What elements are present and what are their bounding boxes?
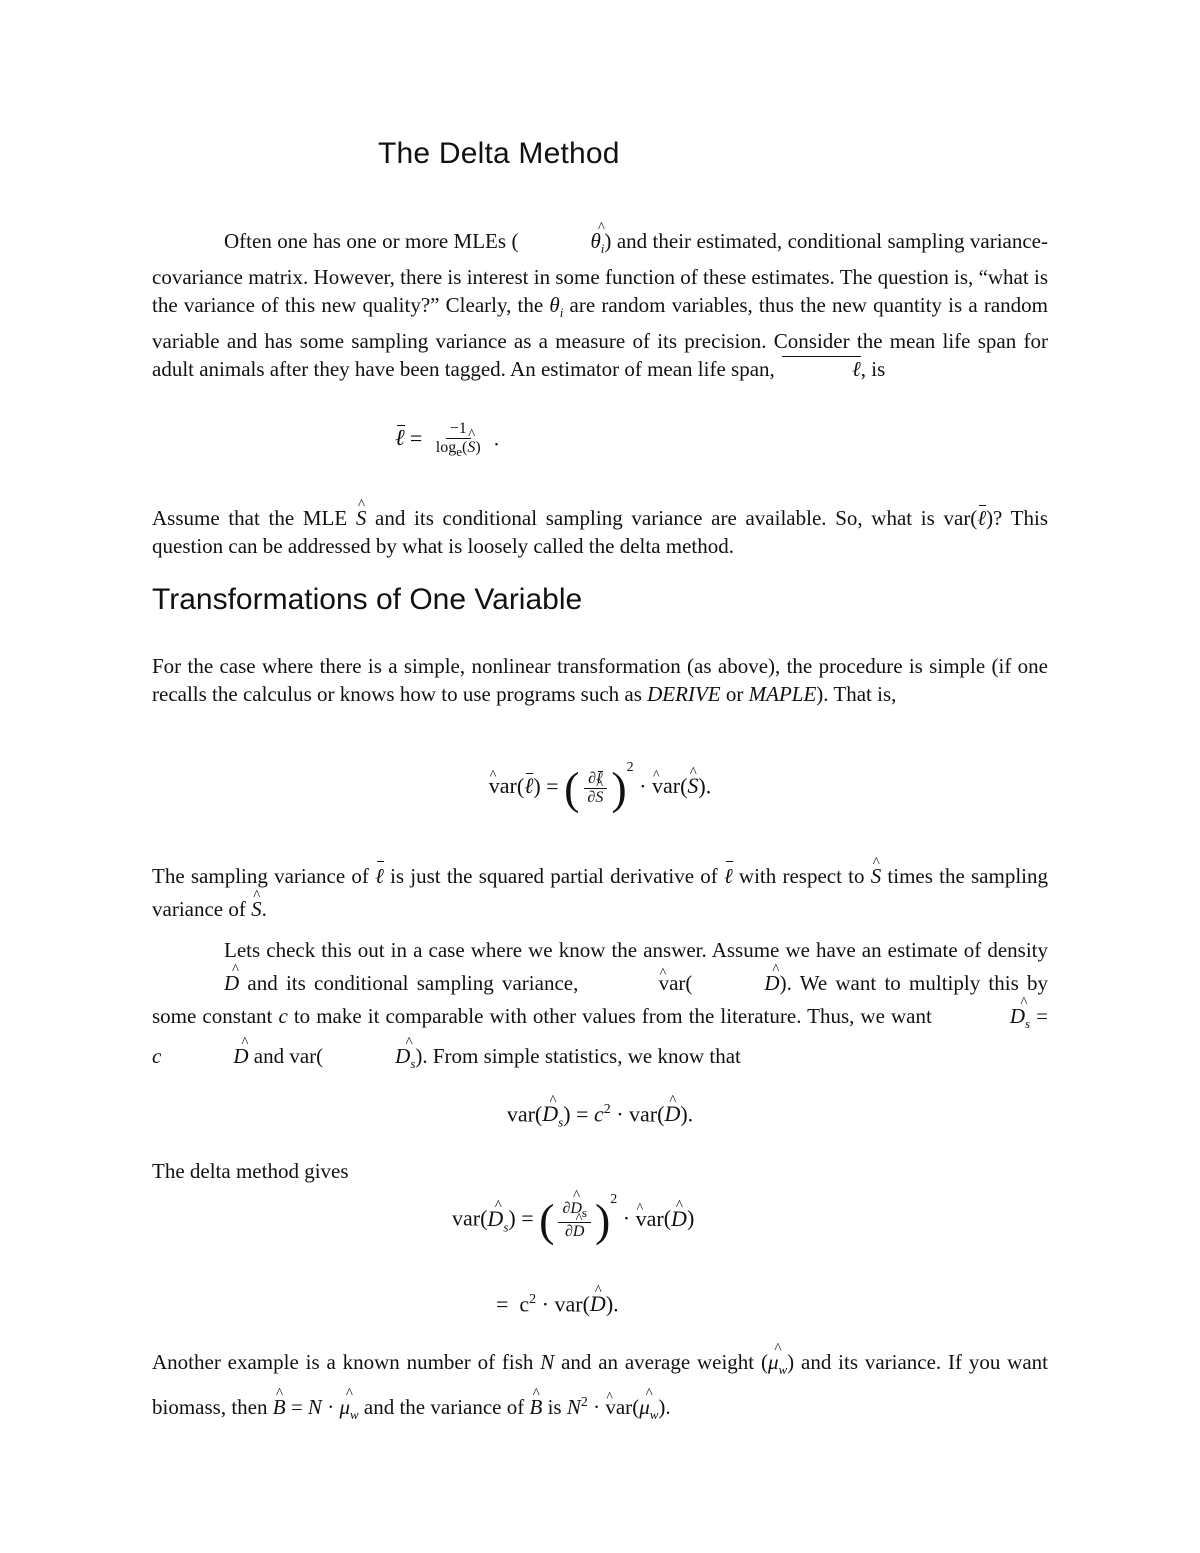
ell-bar-symbol: ℓ (780, 355, 861, 383)
s-hat-symbol: ^ S (356, 504, 367, 532)
equation-var-lifespan: ^ var(ℓ) = ( $\frac{\text{∂ℓ}}{\partial\^{} S}$ )$^2$ · ^ var(^ S). (152, 768, 1048, 808)
transformation-paragraph: For the case where there is a simple, nonlinear transformation (as above), the procedure is simple (if one recalls the calculus or knows how to use programs such as DERIVE or MAPLE). That is, (152, 654, 1048, 706)
equation-delta-result: = $c^2$ · var(^ D). (496, 1286, 796, 1318)
equation-fraction: $\frac{-1}{\log_e(\^{} S)}$ (432, 420, 485, 461)
equation-delta-ds: var(^ $D_s$) = ( $\frac{\partial\^{} D_s}{\partial\^{} D}$ )$^2$ · ^ var(^ D) (452, 1200, 852, 1241)
theta-symbol: $\theta_i$ (549, 293, 564, 321)
assumption-paragraph: Assume that the MLE ^ S and its conditional sampling variance are available. So, what is var(ℓ)? This question can be addressed by what is loosely called the delta method. (152, 504, 1048, 560)
section-heading: Transformations of One Variable (152, 583, 583, 616)
biomass-paragraph: Another example is a known number of fish N and an average weight (^ $\mu_w$) and its variance. If you want biomass, then ^ B = N · ^ $\mu_w$ and the variance of ^ B is $N^2$ · ^ var(^ $\mu_w$). (152, 1346, 1048, 1431)
sampling-variance-paragraph: The sampling variance of ℓ is just the squared partial derivative of ℓ with respect to ^ S times the sampling variance of ^ S. (152, 860, 1048, 926)
delta-method-line: The delta method gives (152, 1159, 349, 1183)
density-paragraph: Lets check this out in a case where we know the answer. Assume we have an estimate of density ^ D and its conditional sampling variance, ^ var(^ D). We want to multiply this by some constant c to make it comparable with other values from the literature. Thus, we want ^ $D_s$ = c^ D and var(^ $D_s$). From simple statistics, we know that (152, 934, 1048, 1080)
page-title: The Delta Method (378, 137, 620, 170)
intro-paragraph: Often one has one or more MLEs (^ $\theta_i$) and their estimated, conditional sampling variance-covariance matrix. However, there is interest in some function of these estimates. The question is, “what is the variance of this new quality?” Clearly, the $\theta_i$ are random variables, thus the new quantity is a random variable and has some sampling variance as a measure of its precision. Consider the mean life span for adult animals after they have been tagged. An estimator of mean life span, ℓ, is (152, 227, 1048, 383)
equation-var-ds: var(^ $D_s) = c^2$ · var(^ D). (152, 1096, 1048, 1137)
theta-hat-symbol: ^ $\theta_i$ (518, 227, 604, 263)
equation-mean-lifespan: ℓ = $\frac{-1}{\log_e(\^{} S)}$ . (395, 420, 595, 461)
